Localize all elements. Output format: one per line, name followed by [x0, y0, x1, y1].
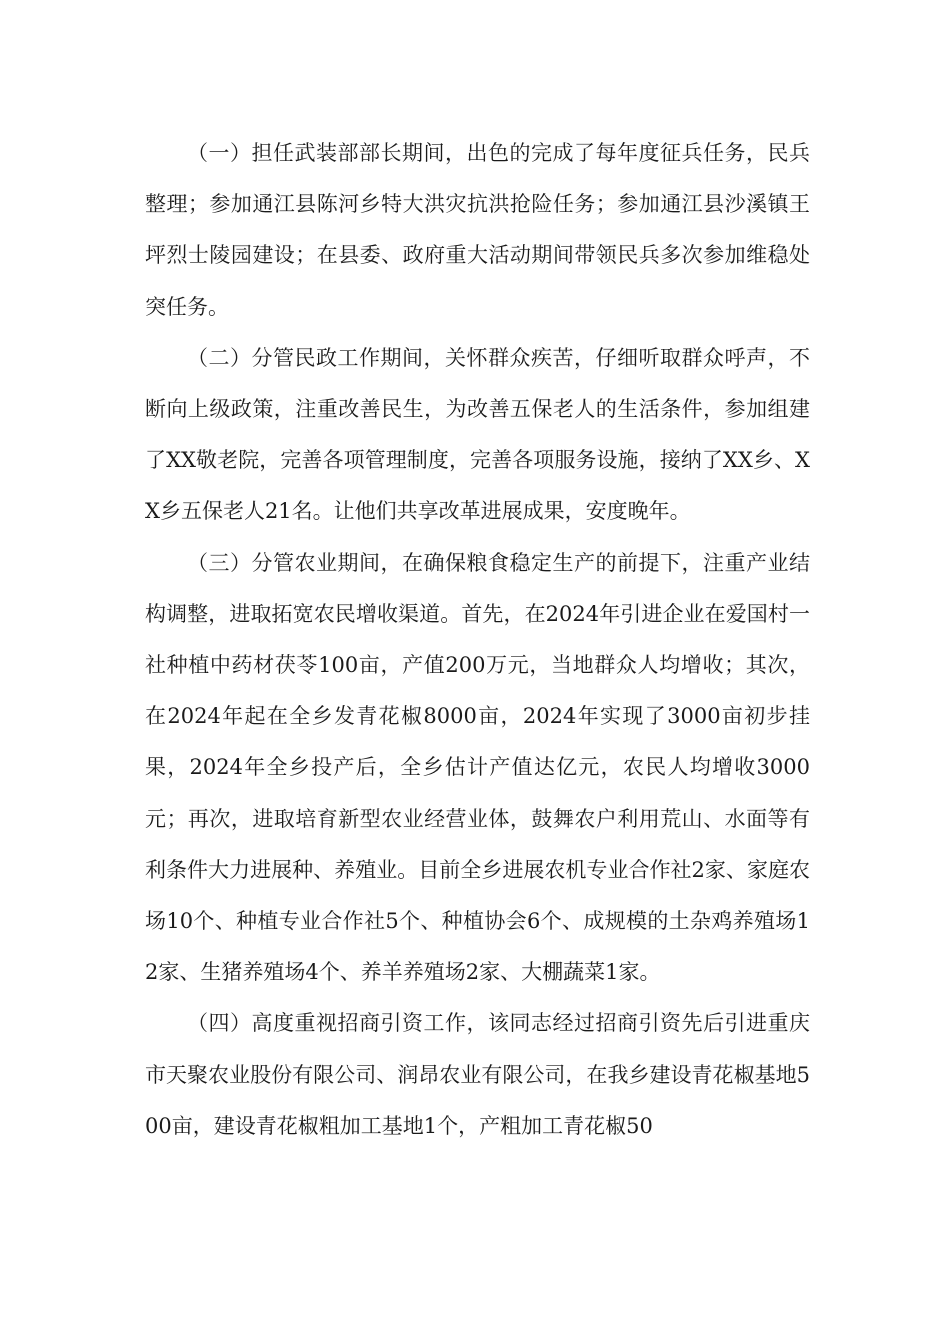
paragraph-2: （二）分管民政工作期间，关怀群众疾苦，仔细听取群众呼声，不断向上级政策，注重改善民生，为改善五保老人的生活条件，参加组建了XX敬老院，完善各项管理制度，完善各项服务设施，接纳了XX乡、XX乡五保老人21名。让他们共享改革进展成果，安度晚年。 — [145, 345, 810, 524]
paragraph-3: （三）分管农业期间，在确保粮食稳定生产的前提下，注重产业结构调整，进取拓宽农民增收渠道。首先，在2024年引进企业在爱国村一社种植中药材茯苓100亩，产值200万元，当地群众人均增收；其次，在2024年起在全乡发青花椒8000亩，2024年实现了3000亩初步挂果，2024年全乡投产后，全乡估计产值达亿元，农民人均增收3000元；再次，进取培育新型农业经营业体，鼓舞农户利用荒山、水面等有利条件大力进展种、养殖业。目前全乡进展农机专业合作社2家、家庭农场10个、种植专业合作社5个、种植协会6个、成规模的土杂鸡养殖场12家、生猪养殖场4个、养羊养殖场2家、大棚蔬菜1家。 — [145, 550, 810, 985]
paragraph-4: （四）高度重视招商引资工作，该同志经过招商引资先后引进重庆市天聚农业股份有限公司、润昂农业有限公司，在我乡建设青花椒基地500亩，建设青花椒粗加工基地1个，产粗加工青花椒50 — [145, 1011, 810, 1138]
document-body — [145, 128, 810, 1152]
paragraph-1: （一）担任武装部部长期间，出色的完成了每年度征兵任务，民兵整理；参加通江县陈河乡特大洪灾抗洪抢险任务；参加通江县沙溪镇王坪烈士陵园建设；在县委、政府重大活动期间带领民兵多次参加维稳处突任务。 — [145, 141, 810, 319]
